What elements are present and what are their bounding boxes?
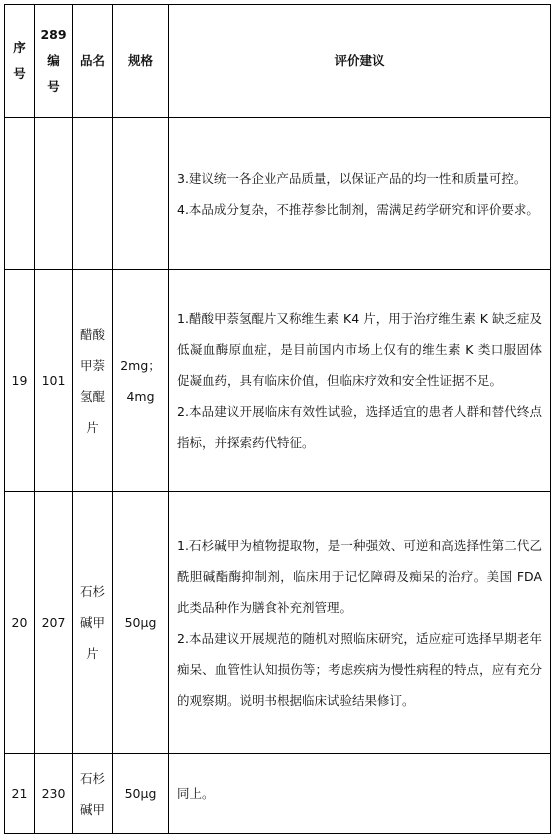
cell-name: 石杉 碱甲 <box>73 754 113 834</box>
cell-name: 醋酸 甲萘 氢醌 片 <box>73 270 113 492</box>
cell-name <box>73 118 113 270</box>
cell-code: 230 <box>35 754 73 834</box>
cell-seq: 21 <box>5 754 35 834</box>
header-seq: 序 号 <box>5 5 35 118</box>
advice-paragraph: 1.醋酸甲萘氢醌片又称维生素 K4 片，用于治疗维生素 K 缺乏症及低凝血酶原血症，是目前国内市场上仅有的维生素 K 类口服固体促凝血药，具有临床价值，但临床疗效和安全性证据不足。 <box>177 311 542 388</box>
header-code: 289 编 号 <box>35 5 73 118</box>
cell-advice <box>169 270 551 492</box>
cell-seq <box>5 118 35 270</box>
cell-spec <box>113 118 169 270</box>
advice-paragraph: 1.石杉碱甲为植物提取物，是一种强效、可逆和高选择性第二代乙酰胆碱酯酶抑制剂，临床用于记忆障碍及痴呆的治疗。美国 FDA 此类品种作为膳食补充剂管理。 <box>177 537 542 615</box>
cell-advice <box>169 754 551 834</box>
cell-code: 101 <box>35 270 73 492</box>
advice-paragraph: 2.本品建议开展规范的随机对照临床研究，适应症可选择早期老年痴呆、血管性认知损伤等；考虑疾病为慢性病程的特点，应有充分的观察期。说明书根据临床试验结果修订。 <box>177 630 542 708</box>
cell-advice <box>169 492 551 754</box>
advice-paragraph: 3.建议统一各企业产品质量，以保证产品的均一性和质量可控。 <box>177 170 527 186</box>
cell-spec: 50μg <box>113 754 169 834</box>
header-name: 品名 <box>73 5 113 118</box>
cell-code: 207 <box>35 492 73 754</box>
evaluation-table <box>4 4 551 834</box>
header-spec: 规格 <box>113 5 169 118</box>
advice-paragraph: 同上。 <box>177 786 215 801</box>
cell-spec: 50μg <box>113 492 169 754</box>
cell-name: 石杉 碱甲 片 <box>73 492 113 754</box>
table-row <box>5 270 551 492</box>
cell-seq: 20 <box>5 492 35 754</box>
advice-paragraph: 4.本品成分复杂，不推荐参比制剂，需满足药学研究和评价要求。 <box>177 201 539 217</box>
advice-paragraph: 2.本品建议开展临床有效性试验，选择适宜的患者人群和替代终点指标，并探索药代特征。 <box>177 404 542 450</box>
cell-spec: 2mg； 4mg <box>113 270 169 492</box>
table-row <box>5 118 551 270</box>
table-header-row <box>5 5 551 118</box>
cell-code <box>35 118 73 270</box>
table-row <box>5 492 551 754</box>
cell-seq: 19 <box>5 270 35 492</box>
cell-advice <box>169 118 551 270</box>
table-row <box>5 754 551 834</box>
header-advice: 评价建议 <box>169 5 551 118</box>
